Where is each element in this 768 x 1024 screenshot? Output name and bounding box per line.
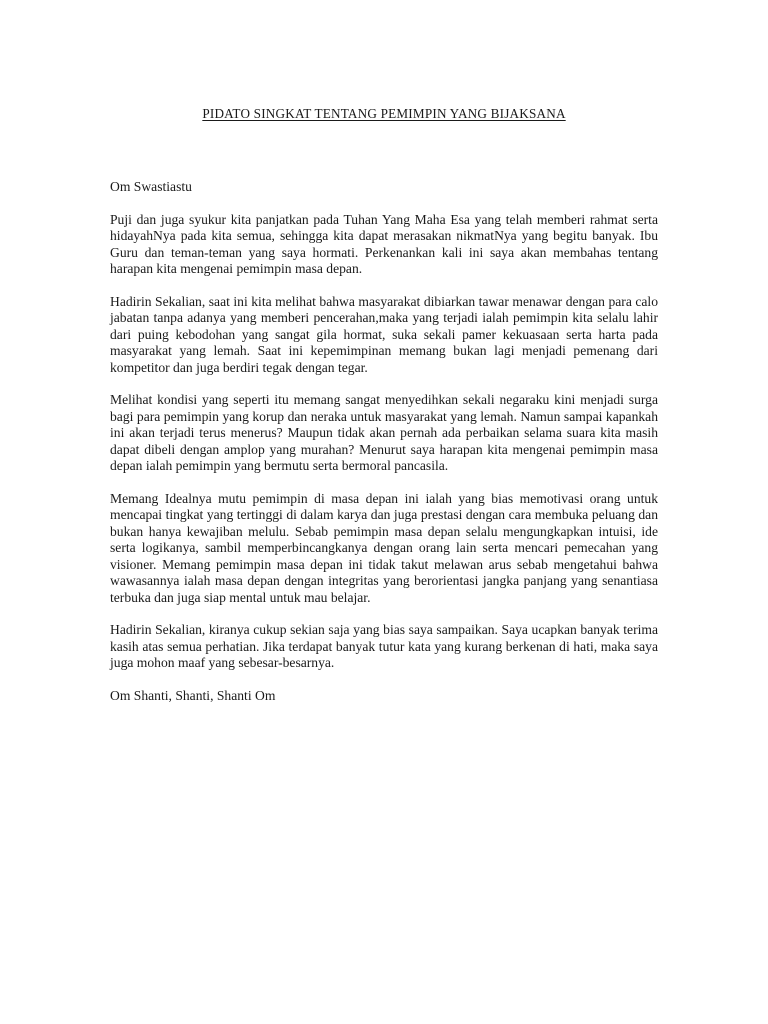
greeting: Om Swastiastu bbox=[110, 179, 192, 194]
paragraph-4: Memang Idealnya mutu pemimpin di masa depan ini ialah yang bias memotivasi orang untuk mencapai tingkat yang tertinggi di dalam karya dan juga prestasi dengan cara membuka peluang dan bukan hanya kewajiban melulu. Sebab pemimpin masa depan selalu mengungkapkan intuisi, ide serta logikanya, sambil memperbincangkanya dengan orang lain serta mencari pemecahan yang visioner. Memang pemimpin masa depan ini tidak takut melawan arus sebab mengetahui bahwa wawasannya ialah masa depan dengan integritas yang berorientasi jangka panjang yang senantiasa terbuka dan juga siap mental untuk mau belajar. bbox=[110, 490, 658, 605]
paragraph-2: Hadirin Sekalian, saat ini kita melihat bahwa masyarakat dibiarkan tawar menawar dengan para calo jabatan tanpa adanya yang memberi pencerahan,maka yang terjadi ialah pemimpin kita selalu lahir dari puing kebodohan yang sangat gila hormat, suka sekali pamer kekuasaan serta harta pada masyarakat yang lemah. Saat ini kepemimpinan memang bukan lagi menjadi pemenang dari kompetitor dan juga berdiri tegak dengan tegar. bbox=[110, 293, 658, 375]
document-title: PIDATO SINGKAT TENTANG PEMIMPIN YANG BIJAKSANA bbox=[202, 106, 566, 121]
paragraph-3: Melihat kondisi yang seperti itu memang sangat menyedihkan sekali negaraku kini menjadi surga bagi para pemimpin yang korup dan neraka untuk masyarakat yang lemah. Namun sampai kapankah ini akan terjadi terus menerus? Maupun tidak akan pernah ada perbaikan selama suara kita masih dapat dibeli dengan amplop yang murahan? Menurut saya harapan kita mengenai pemimpin masa depan ialah pemimpin yang bermutu serta bermoral pancasila. bbox=[110, 392, 658, 473]
paragraph-5: Hadirin Sekalian, kiranya cukup sekian saja yang bias saya sampaikan. Saya ucapkan banyak terima kasih atas semua perhatian. Jika terdapat banyak tutur kata yang kurang berkenan di hati, maka saya juga mohon maaf yang sebesar-besarnya. bbox=[110, 622, 658, 670]
document-page bbox=[110, 106, 658, 704]
paragraph-1: Puji dan juga syukur kita panjatkan pada Tuhan Yang Maha Esa yang telah memberi rahmat serta hidayahNya pada kita semua, sehingga kita dapat merasakan nikmatNya yang begitu banyak. Ibu Guru dan teman-teman yang saya hormati. Perkenankan kali ini saya akan membahas tentang harapan kita mengenai pemimpin masa depan. bbox=[110, 211, 658, 276]
closing: Om Shanti, Shanti, Shanti Om bbox=[110, 687, 276, 703]
